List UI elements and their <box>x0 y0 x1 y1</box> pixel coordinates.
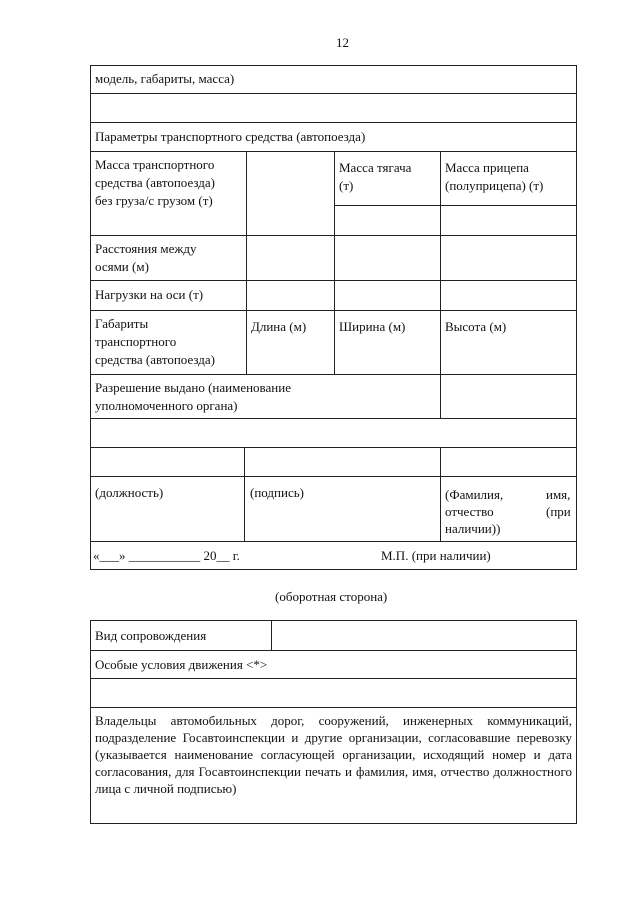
table-line <box>90 65 91 570</box>
reverse-side-caption: (оборотная сторона) <box>275 589 388 604</box>
table-line <box>90 541 577 542</box>
table-line <box>90 93 577 94</box>
special-conditions-label: Особые условия движения <*> <box>95 657 268 672</box>
table-line <box>90 65 577 66</box>
table-line <box>90 620 91 824</box>
table-line <box>334 205 577 206</box>
signature-label: (подпись) <box>250 485 304 500</box>
table-line <box>90 678 577 679</box>
table-line <box>244 447 245 541</box>
table-line <box>334 151 335 374</box>
table-line <box>440 374 441 418</box>
axle-load-label: Нагрузки на оси (т) <box>95 287 204 302</box>
table-line <box>90 476 577 477</box>
page-number: 12 <box>336 35 349 50</box>
table-line <box>90 620 577 621</box>
table-line <box>90 122 577 123</box>
length-label: Длина (м) <box>251 319 307 334</box>
table-line <box>90 823 577 824</box>
table-line <box>90 650 577 651</box>
table-line <box>90 447 577 448</box>
table-line <box>440 447 441 541</box>
params-header: Параметры транспортного средства (автопоезда) <box>95 129 366 144</box>
position-label: (должность) <box>95 485 164 500</box>
width-label: Ширина (м) <box>339 319 406 334</box>
escort-type-label: Вид сопровождения <box>95 628 207 643</box>
table-line <box>440 151 441 374</box>
table-line <box>576 620 577 824</box>
table-line <box>90 569 577 570</box>
height-label: Высота (м) <box>445 319 507 334</box>
owners-text: Владельцы автомобильных дорог, сооружений, инженерных коммуникаций, подразделение Госавтоинспекции и другие организации, согласовавшие перевозку (указывается наименование согласующей организации, исходящий номер и дата согласования, для Госавтоинспекции печать и фамилия, имя, отчество должностного лица с личной подписью) <box>95 713 572 796</box>
stamp-label: М.П. (при наличии) <box>381 548 491 563</box>
table-line <box>90 418 577 419</box>
table-line <box>90 707 577 708</box>
table-line <box>576 65 577 570</box>
table-line <box>271 620 272 650</box>
vehicle-model-text: модель, габариты, масса) <box>95 71 235 86</box>
table-line <box>246 151 247 374</box>
table-line <box>90 374 577 375</box>
date-line: «___» ___________ 20__ г. <box>93 548 240 563</box>
